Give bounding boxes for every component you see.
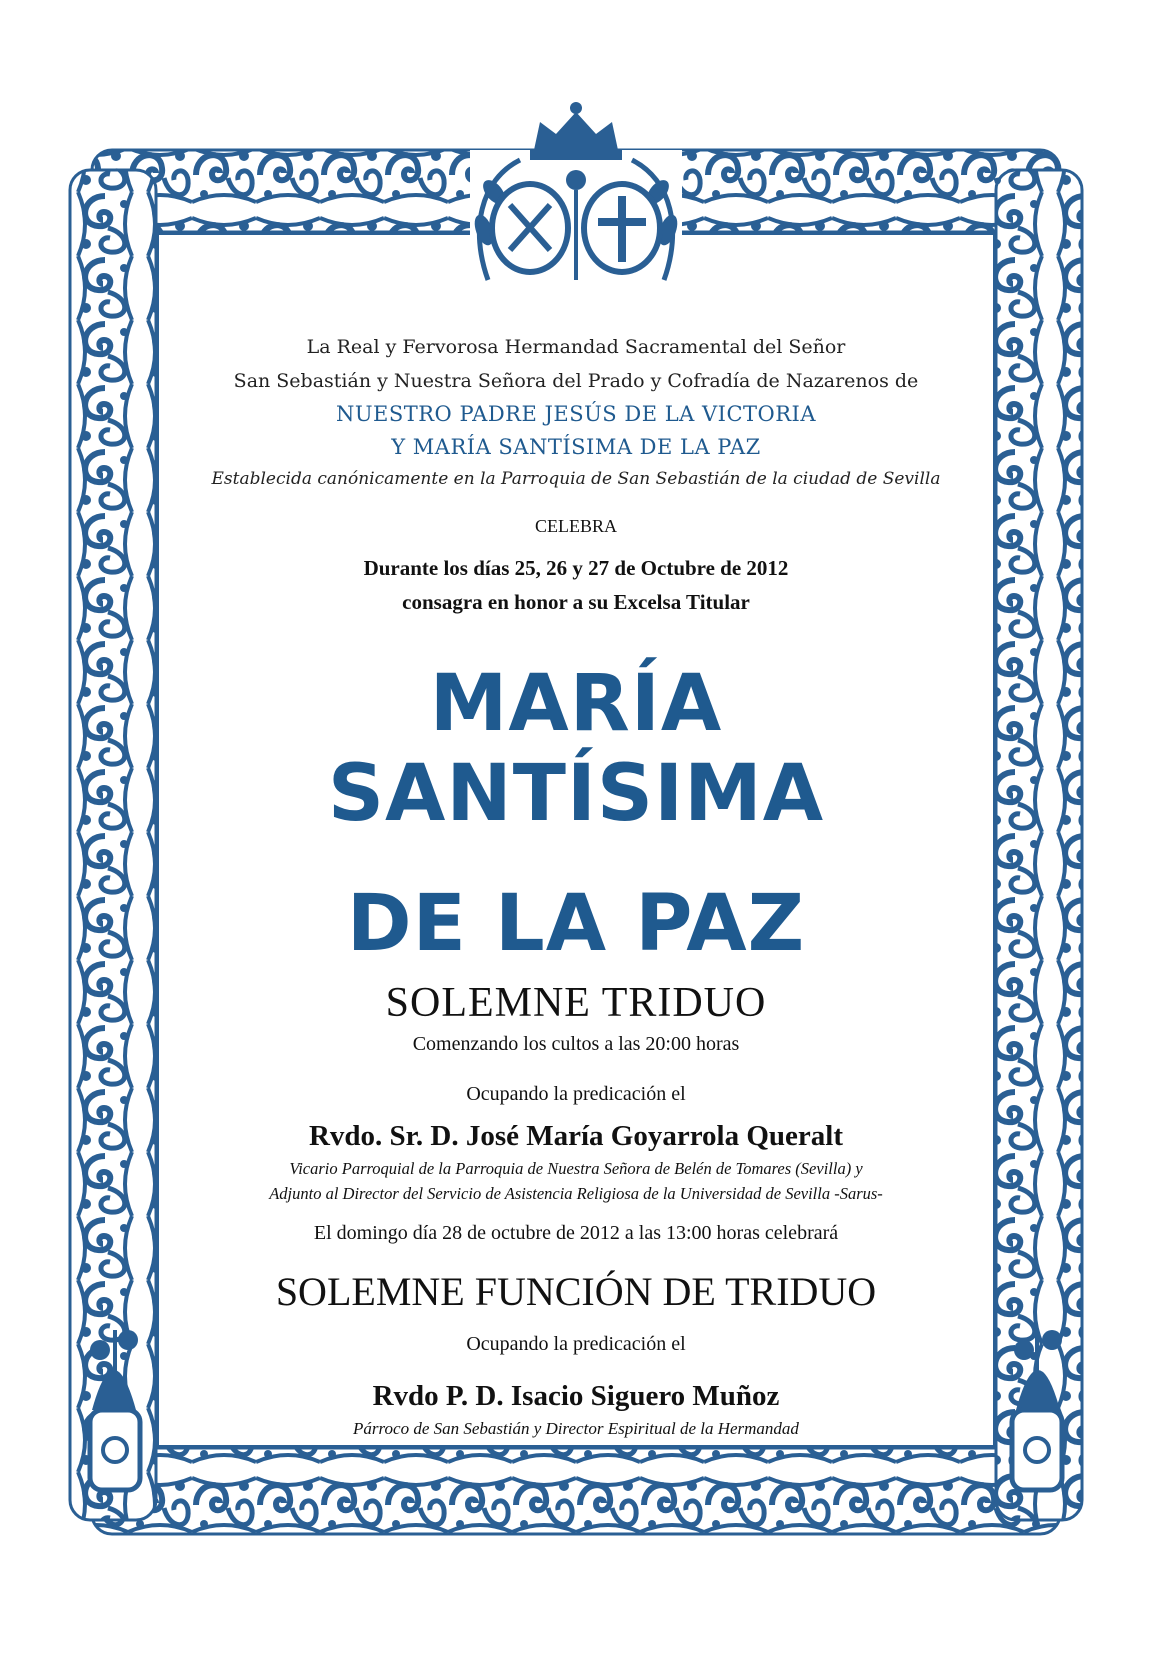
triduo-preacher-role-1: Vicario Parroquial de la Parroquia de Nuestra Señora de Belén de Tomares (Sevilla) y: [289, 1159, 863, 1178]
brotherhood-crest-icon: [470, 102, 682, 290]
funcion-preacher-role: Párroco de San Sebastián y Director Espiritual de la Hermandad: [353, 1419, 799, 1438]
triduo-preacher-role-2: Adjunto al Director del Servicio de Asistencia Religiosa de la Universidad de Sevilla -Sarus-: [269, 1184, 883, 1203]
titular-line-1: MARÍA SANTÍSIMA: [327, 659, 825, 839]
header-line-2: San Sebastián y Nuestra Señora del Prado y Cofradía de Nazarenos de: [233, 370, 919, 392]
brotherhood-title-1: NUESTRO PADRE JESÚS DE LA VICTORIA: [335, 402, 817, 426]
established-note: Establecida canónicamente en la Parroquia de San Sebastián de la ciudad de Sevilla: [211, 469, 941, 489]
funcion-preaching-intro: Ocupando la predicación el: [466, 1333, 686, 1355]
dates-line: Durante los días 25, 26 y 27 de Octubre de 2012: [363, 556, 789, 580]
consagra-line: consagra en honor a su Excelsa Titular: [402, 590, 750, 614]
triduo-heading: SOLEMNE TRIDUO: [385, 980, 767, 1026]
brotherhood-title-2: Y MARÍA SANTÍSIMA DE LA PAZ: [391, 435, 761, 459]
funcion-preacher: Rvdo P. D. Isacio Siguero Muñoz: [372, 1380, 780, 1412]
triduo-preaching-intro: Ocupando la predicación el: [466, 1083, 686, 1105]
celebra-label: CELEBRA: [534, 516, 617, 536]
announcement-body: [200, 330, 952, 1442]
triduo-time: Comenzando los cultos a las 20:00 horas: [412, 1033, 740, 1055]
titular-line-2: DE LA PAZ: [346, 879, 806, 969]
funcion-heading: SOLEMNE FUNCIÓN DE TRIDUO: [275, 1269, 877, 1314]
header-line-1: La Real y Fervorosa Hermandad Sacramental del Señor: [306, 336, 846, 358]
triduo-preacher: Rvdo. Sr. D. José María Goyarrola Queralt: [308, 1120, 844, 1152]
sunday-line: El domingo día 28 de octubre de 2012 a las 13:00 horas celebrará: [313, 1222, 839, 1244]
